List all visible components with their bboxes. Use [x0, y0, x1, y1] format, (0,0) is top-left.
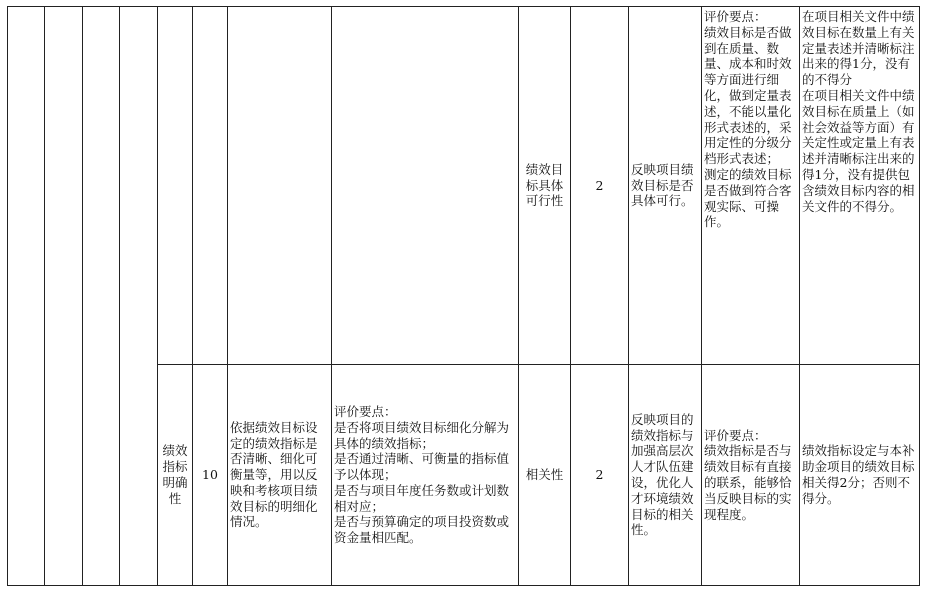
criteria-text: 评价要点： 绩效指标是否与绩效目标有直接的联系，能够恰当反映目标的实现程度。: [704, 427, 792, 522]
blank-cell: [158, 7, 193, 365]
key-points-text: 评价要点： 是否将项目绩效目标细化分解为具体的绩效指标； 是否通过清晰、可衡量的指标值予以体现； 是否与项目年度任务数或计划数相对应； 是否与预算确定的项目投资数或资金量相匹配。: [334, 403, 510, 546]
weight-cell: [193, 365, 228, 586]
blank-cell: [120, 7, 158, 586]
scoring-text: 绩效指标设定与本补助金项目的绩效目标相关得2分；否则不得分。: [802, 443, 915, 506]
description-cell: [629, 365, 702, 586]
criteria-cell: [702, 365, 800, 586]
blank-cell: [193, 7, 228, 365]
indicator-cell: [519, 365, 571, 586]
score-cell: [571, 7, 629, 365]
blank-cell: [8, 7, 45, 586]
score-cell: [571, 365, 629, 586]
criteria-cell: [702, 7, 800, 365]
blank-cell: [83, 7, 120, 586]
description-text: 反映项目绩效目标是否具体可行。: [631, 161, 694, 209]
category-text: 绩效指标明确性: [162, 443, 188, 506]
score-text: 2: [595, 467, 604, 483]
scoring-cell: [800, 7, 920, 365]
description-text: 反映项目的绩效指标与加强高层次人才队伍建设，优化人才环境绩效目标的相关性。: [631, 411, 694, 538]
indicator-cell: [519, 7, 571, 365]
scoring-cell: [800, 365, 920, 586]
definition-text: 依据绩效目标设定的绩效指标是否清晰、细化可衡量等，用以反映和考核项目绩效目标的明细化情况。: [230, 419, 318, 530]
weight-text: 10: [202, 467, 218, 483]
blank-cell: [45, 7, 83, 586]
description-cell: [629, 7, 702, 365]
key-points-cell: [332, 365, 519, 586]
definition-cell: [228, 365, 332, 586]
table-row: [8, 7, 920, 365]
score-text: 2: [595, 177, 604, 193]
criteria-text: 评价要点： 绩效目标是否做到在质量、数量、成本和时效等方面进行细化，做到定量表述，不能以量化形式表述的，采用定性的分级分档形式表述； 测定的绩效目标是否做到符合客观实际、可操作。: [704, 9, 792, 230]
indicator-text: 相关性: [525, 467, 564, 483]
blank-cell: [332, 7, 519, 365]
indicator-text: 绩效目标具体可行性: [525, 161, 564, 209]
blank-cell: [228, 7, 332, 365]
category-cell: [158, 365, 193, 586]
scoring-text: 在项目相关文件中绩效目标在数量上有关定量表述并清晰标注出来的得1分，没有的不得分 在项目相关文件中绩效目标在质量上（如社会效益等方面）有关定性或定量上有表述并清晰标注出来的得1分，没有提供包含绩效目标内容的相关文件的不得分。: [802, 9, 915, 214]
evaluation-table: [7, 6, 920, 586]
